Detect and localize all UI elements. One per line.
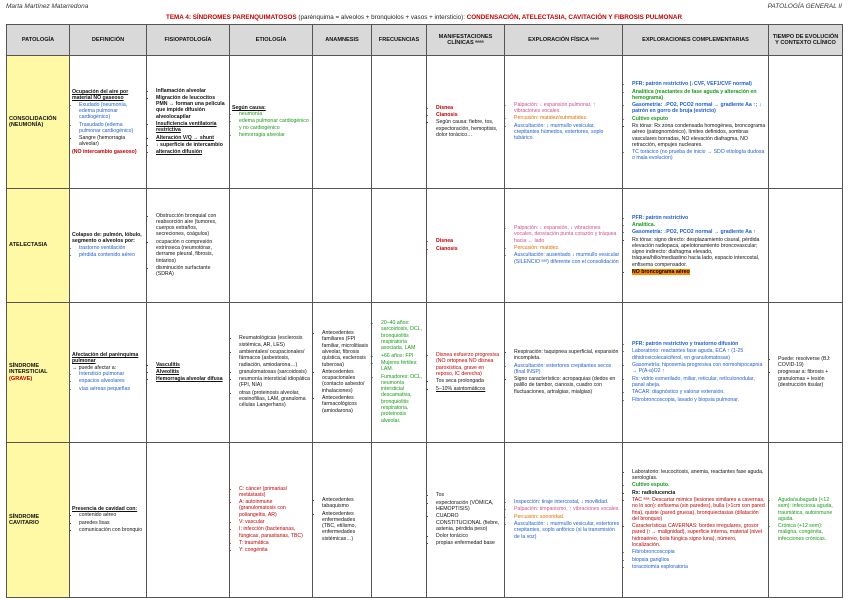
- list-item: • Analítica (reactantes de fase aguda y alteración en hemograma): [632, 89, 766, 102]
- col-header-patologia: PATOLOGÍA: [7, 25, 70, 56]
- col-header-exploracion: EXPLORACIÓN FÍSICA ᵃᵃᵃᵃ: [505, 25, 623, 56]
- frecuencias-cell: [372, 56, 427, 189]
- list-item: • PFR: patrón restrictivo: [632, 215, 766, 221]
- list-item: • TACAR: diagnóstico y valorar extensión.: [632, 389, 766, 395]
- list-item: • biopsia ganglios: [632, 557, 766, 563]
- list-item: • progresar a: fibrosis + granulomas + lesión (destrucción tisular): [778, 369, 840, 388]
- list-item: • +66 años: FPI: [381, 353, 424, 359]
- list-item: • ambientales/ ocupacionales/ fármacos (asbestosis, radiación, amiodarona…): [239, 349, 310, 368]
- list-item: • Obstrucción bronquial con reabsorción aire (tumores, cuerpos extraños, secreciones, coágulos): [156, 213, 227, 238]
- complementarias-cell: [623, 303, 769, 443]
- col-header-fisiopatologia: FISIOPATOLOGÍA: [147, 25, 230, 56]
- etiologia-cell: [230, 189, 313, 303]
- frecuencias-cell: [372, 443, 427, 598]
- fisio-cell: [147, 189, 230, 303]
- list-item: • Auscultación: ausentado ↓ murmullo vesicular (SILENCIO ᵃᵃᵃ) diferente con el consolidación: [514, 252, 620, 265]
- list-item: • Gasometría: ↓PO2, PCO2 normal → gradiente Aa ↑: [632, 229, 766, 235]
- list-item: • toracotomía exploratoria: [632, 564, 766, 570]
- list-item: • edema pulmonar cardiogénico y no cardiogénico: [239, 118, 310, 131]
- fisio-cell: [147, 303, 230, 443]
- list-item: • Laboratorio: leucocitosis, anemia, reactantes fase aguda, serologías.: [632, 469, 766, 482]
- list-item: • paredes lisas: [79, 520, 144, 526]
- definicion-cell: [70, 56, 147, 189]
- list-item: • Fibrobroncoscopia: [632, 549, 766, 555]
- no-broncograma-badge: NO broncograma aéreo: [632, 269, 690, 276]
- definicion-intro: Afectación del parénquima pulmonar: [72, 352, 139, 365]
- list-item: • Y: congénita: [239, 547, 310, 553]
- evolucion-cell: [769, 303, 843, 443]
- list-item: • hemorragia alveolar: [239, 132, 310, 138]
- list-item: • Antecedentes farmacológicos (amiodarona): [322, 395, 369, 414]
- list-item: • V: vascular: [239, 519, 310, 525]
- fisio-cell: [147, 443, 230, 598]
- list-item: • otras (proteinosis alveolar, eosinofilias, LAM, granuloma células Langerhans): [239, 390, 310, 409]
- row-name: CONSOLIDACIÓN (NEUMONÍA): [7, 56, 70, 189]
- list-item: • Antecedentes enfermedades (TBC, etilismo, enfermedades sistémicas…): [322, 511, 369, 542]
- list-item: • Reumatológicas (esclerosis sistémica, AR, LES): [239, 335, 310, 348]
- list-item: • Auscultación: ↓ murmullo vesicular, crepitantes húmedos, estertores, soplo tubárico.: [514, 123, 620, 142]
- exploracion-cell: [505, 56, 623, 189]
- title-part2: (parénquima = alveolos + bronquiolos + vasos + intersticio):: [298, 14, 465, 21]
- list-item: • Percusión: matidez.: [514, 245, 620, 251]
- list-item: • A: autoinmune (granulomatosis con poliangeítis, AR): [239, 499, 310, 518]
- complementarias-cell: [623, 443, 769, 598]
- list-item: • trastorno ventilación: [79, 245, 144, 251]
- exploracion-cell: [505, 303, 623, 443]
- list-item: • Hemorragia alveolar difusa: [156, 376, 227, 382]
- frecuencias-cell: [372, 303, 427, 443]
- list-item: • granulomatosas (sarcoidosis): [239, 369, 310, 375]
- definicion-intro: Colapso de: pulmón, lóbulo, segmento o alveolos por:: [72, 231, 142, 245]
- list-item: • CUADRO CONSTITUCIONAL (fiebre, astenia, pérdida peso): [436, 513, 502, 532]
- list-item: • Percusión: sonoridad.: [514, 514, 620, 520]
- row-name: SÍNDROME INTERSTICIAL: [9, 363, 48, 376]
- list-item: • expectoración (VÓMICA, HEMOPTISIS): [436, 500, 502, 513]
- list-item: • Rx: vidrio esmerilado, miliar, reticular, retículonodular, panal abeja.: [632, 376, 766, 389]
- list-item: • TC torácico (no prueba de inicio → SDO etiología dudosa o mala evolución): [632, 149, 766, 162]
- syndromes-table: [6, 24, 843, 598]
- clinica-cell: [427, 56, 505, 189]
- course-name: PATOLOGÍA GENERAL II: [767, 3, 842, 10]
- list-item: • Características CAVERNAS: bordes irregulares, grosor pared (↑→ malignidad), superficie interna, material (nivel hidroaéreo, bola fúngica signo luna), número, localización.: [632, 523, 766, 548]
- definicion-cell: [70, 443, 147, 598]
- clinica-cell: [427, 443, 505, 598]
- evolucion-cell: [769, 443, 843, 598]
- list-item: • Laboratorio: reactantes fase aguda, ECA ↑ (1-25 dihidroxicolecalciferol, en granulomatosas): [632, 348, 766, 361]
- list-item: • Exudado (neumonía, edema pulmonar cardiogénico): [79, 102, 144, 121]
- header-row: [7, 25, 843, 56]
- definicion-note: → puede afectar a:: [72, 364, 117, 371]
- col-header-definicion: DEFINICIÓN: [70, 25, 147, 56]
- exploracion-cell: [505, 189, 623, 303]
- col-header-anamnesis: ANAMNESIS: [313, 25, 372, 56]
- list-item: • Puede: resolverse (BJ: COVID-19): [778, 356, 840, 369]
- list-item: • 5–10% asintomáticos: [436, 386, 502, 392]
- title-part1: TEMA 4: SÍNDROMES PARENQUIMATOSOS: [165, 14, 297, 21]
- title-part3: CONDENSACIÓN, ATELECTASIA, CAVITACIÓN Y FIBROSIS PULMONAR: [466, 14, 682, 21]
- definicion-cell: [70, 189, 147, 303]
- fisio-cell: [147, 56, 230, 189]
- list-item: • alteración difusión: [156, 149, 227, 155]
- list-item: • PFR: patrón restrictivo y trastorno difusión: [632, 341, 766, 347]
- list-item: • Cianosis: [436, 112, 502, 118]
- list-item: • Inflamación alveolar: [156, 88, 227, 94]
- row-name: ATELECTASIA: [7, 189, 70, 303]
- list-item: • Respiración: taquipnea superficial, expansión incompleta.: [514, 349, 620, 362]
- table-row: [7, 56, 843, 189]
- col-header-clinica: MANIFESTACIONES CLÍNICAS ᵃᵃᵃᵃ: [427, 25, 505, 56]
- list-item: • disminución surfactante (SDRA): [156, 265, 227, 278]
- list-item: • espacios alveolares: [79, 378, 144, 384]
- list-item: • Insuficiencia ventilatoria restrictiva: [156, 121, 227, 134]
- etiologia-cell: [230, 56, 313, 189]
- list-item: • Inspección: tiraje intercostal, ↓ movilidad.: [514, 499, 620, 505]
- list-item: • Antecedentes ocupacionales (contacto asbesto/ inhalaciones): [322, 369, 369, 394]
- etiologia-intro: Según causa:: [232, 104, 266, 111]
- list-item: • Cianosis: [436, 246, 502, 252]
- table-row: [7, 189, 843, 303]
- list-item: • Palpación: timpanismo, ↑ vibraciones vocales.: [514, 506, 620, 512]
- clinica-cell: [427, 189, 505, 303]
- document-title: [0, 14, 848, 21]
- list-item: • Antecedentes tabaquismo: [322, 497, 369, 510]
- list-item: • contenido aéreo: [79, 512, 144, 518]
- list-item: • pérdida contenido aéreo: [79, 252, 144, 258]
- list-item: • Alveolitis: [156, 369, 227, 375]
- row-severity: (GRAVE): [9, 375, 33, 382]
- list-item: • Mujeres fértiles: LAM.: [381, 360, 424, 373]
- complementarias-cell: [623, 56, 769, 189]
- list-item: • Vasculitis: [156, 362, 227, 368]
- list-item: • Según causa: fiebre, tos, expectoración, hemoptisis, dolor torácico…: [436, 119, 502, 138]
- list-item: • Trasudado (edema pulmonar cardiogénico): [79, 122, 144, 135]
- list-item: • Antecedentes familiares (FPI familiar, microlitiasis alveolar, fibrosis quística, esclerosis tuberosa): [322, 330, 369, 368]
- list-item: • ↓ superficie de intercambio: [156, 142, 227, 148]
- list-item: • Signo característico: acropaquias (dedos en palillo de tambor, cianosis, cuadro con fluctuaciones, artralgias, mialgias): [514, 376, 620, 395]
- col-header-evolucion: TIEMPO DE EVOLUCIÓN Y CONTEXTO CLÍNICO: [769, 25, 843, 56]
- list-item: • Percusión: matidez/submatidez.: [514, 115, 620, 121]
- list-item: • Intersticio pulmonar: [79, 371, 144, 377]
- list-item: • Migración de leucocitos PMN → forman una película que impide difusión alveolocapilar: [156, 95, 227, 120]
- list-item: • Aguda/subaguda (<12 sem): infecciosa aguda, traumática, autoinmune aguda.: [778, 497, 840, 522]
- evolucion-cell: [769, 56, 843, 189]
- list-item: • Tos: [436, 492, 502, 498]
- list-item: • Rx: radiolucencia: [632, 490, 766, 496]
- list-item: • I: infección (bacterianas, fúngicas, parasitarias, TBC): [239, 526, 310, 539]
- table-row: [7, 303, 843, 443]
- list-item: • ocupación o compresión extrínseca (neumotórax, derrame pleural, fibrosis, tintarios): [156, 239, 227, 264]
- definicion-note: (NO intercambio gaseoso): [72, 148, 137, 155]
- list-item: • Fibrobroncoscopia, lavado y biopsia pulmonar.: [632, 397, 766, 403]
- list-item: • C: cáncer (primarias/ metástasis): [239, 486, 310, 499]
- list-item: • Rx tórax: signo directo: desplazamiento cisural, pérdida elevación radiopaca, apelotonamiento broncovascular; signo indirecto: diafragma elevado, tráquea/hilio/mediastino hacia lado, espacio intercostal, enfisema compensador.: [632, 237, 766, 268]
- definicion-intro: Ocupación del aire por material NO gaseoso: [72, 89, 129, 102]
- list-item: • vías aéreas pequeñas: [79, 386, 144, 392]
- list-item: • neumonía intersticial idiopática (FPI, NIA): [239, 376, 310, 389]
- list-item: • Palpación: ↓ expansión, ↓ vibraciones vocales, desviación punta corazón y tráquea hacia ← lado: [514, 225, 620, 244]
- list-item: • Cultivo esputo: [632, 116, 766, 122]
- complementarias-cell: [623, 189, 769, 303]
- anamnesis-cell: [313, 189, 372, 303]
- list-item: • Palpación: ↓ expansión pulmonar, ↑ vibraciones vocales.: [514, 102, 620, 115]
- row-name-cell: [7, 303, 70, 443]
- clinica-cell: [427, 303, 505, 443]
- list-item: • Disnea: [436, 105, 502, 111]
- definicion-cell: [70, 303, 147, 443]
- list-item: [632, 269, 766, 275]
- list-item: • comunicación con bronquio: [79, 527, 144, 533]
- anamnesis-cell: [313, 303, 372, 443]
- evolucion-cell: [769, 189, 843, 303]
- etiologia-cell: [230, 303, 313, 443]
- anamnesis-cell: [313, 443, 372, 598]
- col-header-etiologia: ETIOLOGÍA: [230, 25, 313, 56]
- list-item: • Crónica (+12 sem): maligna, congénita, infecciones crónicas.: [778, 523, 840, 542]
- list-item: • 20–40 años: sarcoidosis, OCL, bronquiolitis respiratoria asociada, LAM: [381, 320, 424, 351]
- list-item: • Alteración V/Q → shunt: [156, 135, 227, 141]
- list-item: • Gasometría: hipoxemia progresiva con normohipocapnia → P(A-a)O2 ↑: [632, 362, 766, 375]
- exploracion-cell: [505, 443, 623, 598]
- table-row: [7, 443, 843, 598]
- frecuencias-cell: [372, 189, 427, 303]
- list-item: • Disnea esfuerzo progresiva (NO ortopnea NO disnea paroxística, grave en reposo, IC derecha): [436, 352, 502, 377]
- list-item: • Auscultación: estertores crepitantes secos (final INSP): [514, 363, 620, 376]
- list-item: • TAC ᵃᵃᵃ: Descartar mimics (lesiones similares a cavernas, no lo son): enfisema (sin paredes), bulla (>1cm con pared fina), quiste (pared gruesa), bronquiectasias (dilatación del bronquio): [632, 497, 766, 522]
- list-item: • PFR: patrón restrictivo (↓CVF, VEF1/CVF normal): [632, 81, 766, 87]
- list-item: • Fumadores: OCL, neumonía intersticial descamativa, bronquiolitis respiratoria, proteinosis alveolar.: [381, 374, 424, 424]
- col-header-complementarias: EXPLORACIONES COMPLEMENTARIAS: [623, 25, 769, 56]
- list-item: • T: traumática: [239, 540, 310, 546]
- list-item: • Disnea: [436, 238, 502, 244]
- list-item: • Auscultación: ↓ murmullo vesicular, estertores crepitantes, soplo anfórico (si la transmisión de la voz): [514, 521, 620, 540]
- list-item: • Analítica.: [632, 222, 766, 228]
- list-item: • Cultivo esputo.: [632, 482, 766, 488]
- definicion-intro: Presencia de cavidad con:: [72, 505, 138, 512]
- list-item: • neumonía: [239, 111, 310, 117]
- anamnesis-cell: [313, 56, 372, 189]
- list-item: • propias enfermedad base: [436, 540, 502, 546]
- list-item: • Rx tórax: Rx zona condensada homogénea, broncograma aéreo (patognomónico), límites definidos, sombras vasculares borradas, NO elevación diafragma, NO retracción, empujes nucleares.: [632, 123, 766, 148]
- list-item: • Tos seca prolongada: [436, 378, 502, 384]
- row-name: SÍNDROME CAVITARIO: [7, 443, 70, 598]
- etiologia-cell: [230, 443, 313, 598]
- col-header-frecuencias: FRECUENCIAS: [372, 25, 427, 56]
- list-item: • Gasometría: ↓PO2, PCO2 normal → gradiente Aa ↑; ↓ patrón en gorro de bruja (estricto): [632, 102, 766, 115]
- author-name: Marta Martínez Matarredona: [6, 3, 89, 10]
- list-item: • Sangre (hemorragia alveolar): [79, 135, 144, 148]
- list-item: • Dolor torácico: [436, 533, 502, 539]
